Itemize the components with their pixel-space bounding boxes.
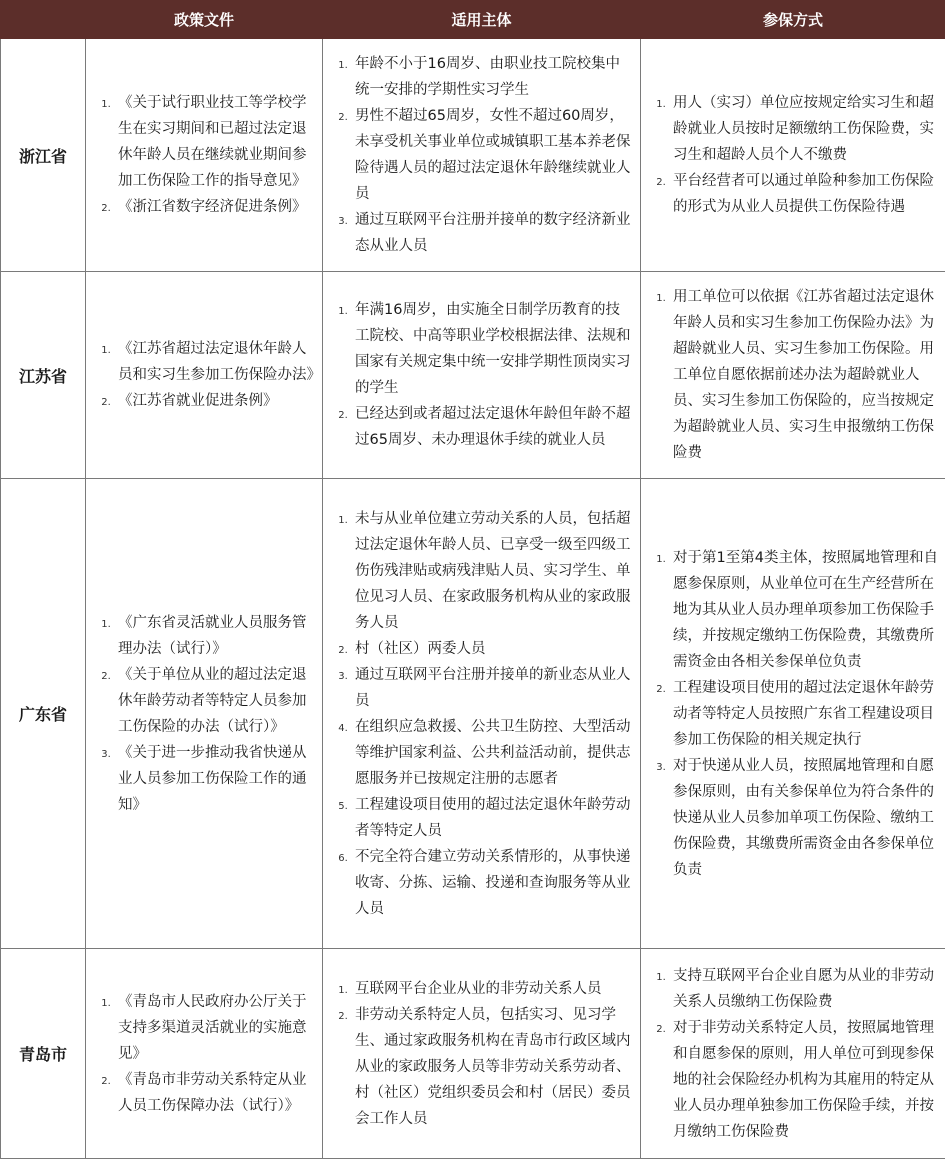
subjects-cell xyxy=(323,479,641,949)
policies-cell xyxy=(86,949,323,1159)
header-row xyxy=(1,1,945,39)
methods-cell xyxy=(641,479,945,949)
list-item: 2. 非劳动关系特定人员，包括实习、见习学生、通过家政服务机构在青岛市行政区域内从业的家政服务人员等非劳动关系劳动者、村（社区）党组织委员会和村（居民）委员会工作人员 xyxy=(351,1002,634,1132)
header-applicable-subjects: 适用主体 xyxy=(323,1,641,39)
list-item: 1. 《江苏省超过法定退休年龄人员和实习生参加工伤保险办法》 xyxy=(114,336,316,388)
subjects-list xyxy=(329,297,634,453)
methods-list xyxy=(647,545,939,883)
subjects-list xyxy=(329,506,634,922)
list-item: 3. 《关于进一步推动我省快递从业人员参加工伤保险工作的通知》 xyxy=(114,740,316,818)
list-item: 3. 通过互联网平台注册并接单的数字经济新业态从业人员 xyxy=(351,207,634,259)
list-item: 2. 已经达到或者超过法定退休年龄但年龄不超过65周岁、未办理退休手续的就业人员 xyxy=(351,401,634,453)
table-row-guangdong xyxy=(1,479,945,949)
table-row-jiangsu xyxy=(1,272,945,479)
policies-list xyxy=(92,336,316,414)
list-item: 1. 《广东省灵活就业人员服务管理办法（试行）》 xyxy=(114,610,316,662)
list-item: 1. 用人（实习）单位应按规定给实习生和超龄就业人员按时足额缴纳工伤保险费，实习生和超龄人员个人不缴费 xyxy=(669,90,939,168)
methods-list xyxy=(647,284,939,466)
list-item: 6. 不完全符合建立劳动关系情形的，从事快递收寄、分拣、运输、投递和查询服务等从业人员 xyxy=(351,844,634,922)
policies-cell xyxy=(86,479,323,949)
list-item: 1. 《关于试行职业技工等学校学生在实习期间和已超过法定退休年龄人员在继续就业期间参加工伤保险工作的指导意见》 xyxy=(114,90,316,194)
list-item: 3. 对于快递从业人员，按照属地管理和自愿参保原则，由有关参保单位为符合条件的快递从业人员参加单项工伤保险、缴纳工伤保险费，其缴费所需资金由各参保单位负责 xyxy=(669,753,939,883)
region-cell: 青岛市 xyxy=(1,949,86,1159)
list-item: 1. 年龄不小于16周岁、由职业技工院校集中统一安排的学期性实习学生 xyxy=(351,51,634,103)
subjects-list xyxy=(329,976,634,1132)
region-cell: 江苏省 xyxy=(1,272,86,479)
list-item: 1. 《青岛市人民政府办公厅关于支持多渠道灵活就业的实施意见》 xyxy=(114,989,316,1067)
list-item: 2. 男性不超过65周岁，女性不超过60周岁，未享受机关事业单位或城镇职工基本养老保险待遇人员的超过法定退休年龄继续就业人员 xyxy=(351,103,634,207)
list-item: 2. 《浙江省数字经济促进条例》 xyxy=(114,194,316,220)
list-item: 2. 《江苏省就业促进条例》 xyxy=(114,388,316,414)
list-item: 1. 支持互联网平台企业自愿为从业的非劳动关系人员缴纳工伤保险费 xyxy=(669,963,939,1015)
list-item: 1. 未与从业单位建立劳动关系的人员，包括超过法定退休年龄人员、已享受一级至四级工伤伤残津贴或病残津贴人员、实习学生、单位见习人员、在家政服务机构从业的家政服务人员 xyxy=(351,506,634,636)
policies-cell xyxy=(86,272,323,479)
subjects-cell xyxy=(323,39,641,272)
header-policy-documents: 政策文件 xyxy=(86,1,323,39)
list-item: 1. 年满16周岁，由实施全日制学历教育的技工院校、中高等职业学校根据法律、法规和国家有关规定集中统一安排学期性顶岗实习的学生 xyxy=(351,297,634,401)
policies-cell xyxy=(86,39,323,272)
list-item: 5. 工程建设项目使用的超过法定退休年龄劳动者等特定人员 xyxy=(351,792,634,844)
list-item: 4. 在组织应急救援、公共卫生防控、大型活动等维护国家利益、公共利益活动前，提供志愿服务并已按规定注册的志愿者 xyxy=(351,714,634,792)
methods-cell xyxy=(641,949,945,1159)
policies-list xyxy=(92,989,316,1119)
methods-list xyxy=(647,90,939,220)
policies-list xyxy=(92,90,316,220)
list-item: 2. 对于非劳动关系特定人员，按照属地管理和自愿参保的原则，用人单位可到现参保地的社会保险经办机构为其雇用的特定从业人员办理单独参加工伤保险手续，并按月缴纳工伤保险费 xyxy=(669,1015,939,1145)
region-cell: 浙江省 xyxy=(1,39,86,272)
list-item: 3. 通过互联网平台注册并接单的新业态从业人员 xyxy=(351,662,634,714)
list-item: 2. 村（社区）两委人员 xyxy=(351,636,634,662)
methods-cell xyxy=(641,39,945,272)
list-item: 2. 《关于单位从业的超过法定退休年龄劳动者等特定人员参加工伤保险的办法（试行）》 xyxy=(114,662,316,740)
list-item: 1. 用工单位可以依据《江苏省超过法定退休年龄人员和实习生参加工伤保险办法》为超龄就业人员、实习生参加工伤保险。用工单位自愿依据前述办法为超龄就业人员、实习生参加工伤保险的，应当按规定为超龄就业人员、实习生申报缴纳工伤保险费 xyxy=(669,284,939,466)
policies-list xyxy=(92,610,316,818)
list-item: 2. 工程建设项目使用的超过法定退休年龄劳动者等特定人员按照广东省工程建设项目参加工伤保险的相关规定执行 xyxy=(669,675,939,753)
subjects-cell xyxy=(323,272,641,479)
list-item: 2. 平台经营者可以通过单险种参加工伤保险的形式为从业人员提供工伤保险待遇 xyxy=(669,168,939,220)
header-region xyxy=(1,1,86,39)
methods-cell xyxy=(641,272,945,479)
table-row-zhejiang xyxy=(1,39,945,272)
table-row-qingdao xyxy=(1,949,945,1159)
methods-list xyxy=(647,963,939,1145)
header-insurance-method: 参保方式 xyxy=(641,1,945,39)
list-item: 1. 对于第1至第4类主体，按照属地管理和自愿参保原则，从业单位可在生产经营所在地为其从业人员办理单项参加工伤保险手续，并按规定缴纳工伤保险费，其缴费所需资金由各相关参保单位负责 xyxy=(669,545,939,675)
subjects-list xyxy=(329,51,634,259)
region-cell: 广东省 xyxy=(1,479,86,949)
list-item: 2. 《青岛市非劳动关系特定从业人员工伤保障办法（试行）》 xyxy=(114,1067,316,1119)
subjects-cell xyxy=(323,949,641,1159)
list-item: 1. 互联网平台企业从业的非劳动关系人员 xyxy=(351,976,634,1002)
